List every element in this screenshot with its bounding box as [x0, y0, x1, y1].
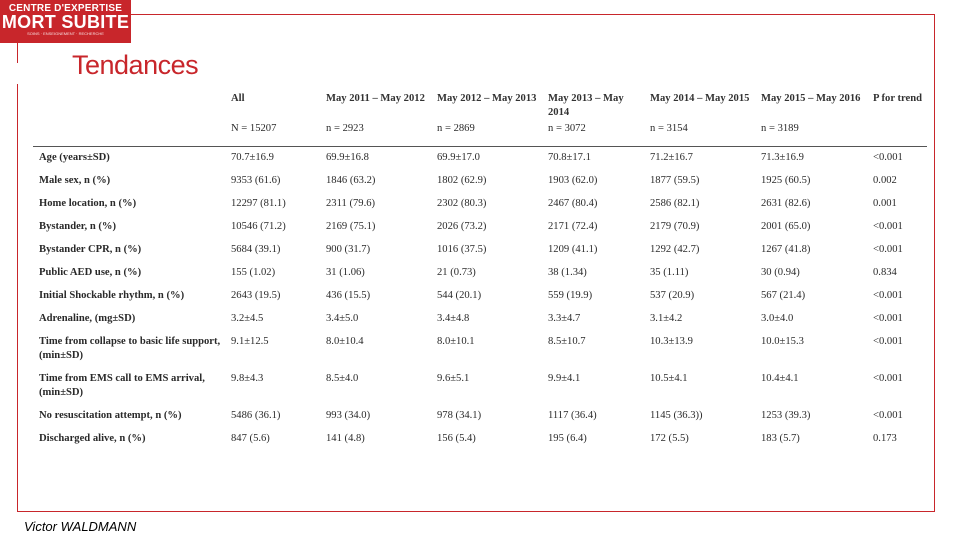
- table-cell: 12297 (81.1): [231, 198, 286, 209]
- table-cell: 31 (1.06): [326, 267, 365, 278]
- logo-line-1: CENTRE D'EXPERTISE: [8, 3, 123, 14]
- table-cell: 436 (15.5): [326, 290, 371, 301]
- table-cell: 1877 (59.5): [650, 175, 700, 186]
- table-cell: 0.834: [873, 267, 897, 278]
- table-cell: 156 (5.4): [437, 433, 476, 444]
- header-cell: May 2012 – May 2013: [437, 93, 537, 104]
- table-row: [33, 220, 927, 243]
- table-cell: 155 (1.02): [231, 267, 276, 278]
- n-cell: n = 2923: [320, 120, 431, 147]
- logo-line-2: MORT SUBITE: [1, 12, 130, 32]
- table-body: [33, 147, 927, 456]
- table-cell: 1802 (62.9): [437, 175, 487, 186]
- table-cell: <0.001: [873, 221, 903, 232]
- table-cell: 2026 (73.2): [437, 221, 487, 232]
- table-cell: 3.4±5.0: [326, 313, 359, 324]
- table-cell: 71.2±16.7: [650, 152, 693, 163]
- table-cell: 35 (1.11): [650, 267, 689, 278]
- n-cell: [867, 120, 927, 147]
- row-label: Initial Shockable rhythm, n (%): [39, 290, 185, 301]
- header-cell: May 2013 – May 2014: [548, 93, 624, 118]
- table-cell: <0.001: [873, 152, 903, 163]
- frame-left-segment: [17, 84, 18, 512]
- table-row: [33, 409, 927, 432]
- table-cell: 1267 (41.8): [761, 244, 811, 255]
- n-cell: n = 2869: [431, 120, 542, 147]
- table-cell: 8.0±10.4: [326, 336, 364, 347]
- table-cell: 0.002: [873, 175, 897, 186]
- table-cell: 5486 (36.1): [231, 410, 281, 421]
- row-label: Age (years±SD): [39, 152, 110, 163]
- table-cell: 2311 (79.6): [326, 198, 376, 209]
- table-cell: 993 (34.0): [326, 410, 371, 421]
- author-footer: Victor WALDMANN: [24, 519, 137, 534]
- row-label: Bystander CPR, n (%): [39, 244, 142, 255]
- row-label: Time from collapse to basic life support, (min±SD): [39, 336, 221, 361]
- table-cell: 1903 (62.0): [548, 175, 598, 186]
- table-cell: 10546 (71.2): [231, 221, 286, 232]
- row-label: Time from EMS call to EMS arrival, (min±SD): [39, 373, 205, 398]
- table-cell: 8.5±10.7: [548, 336, 586, 347]
- table-cell: 567 (21.4): [761, 290, 806, 301]
- table-cell: 3.4±4.8: [437, 313, 470, 324]
- table-row: [33, 266, 927, 289]
- table-cell: 2169 (75.1): [326, 221, 376, 232]
- table-cell: 900 (31.7): [326, 244, 371, 255]
- table-row: [33, 372, 927, 409]
- header-cell: All: [231, 93, 245, 104]
- table-row: [33, 432, 927, 455]
- slide-title: Tendances: [72, 50, 199, 80]
- table-cell: 0.001: [873, 198, 897, 209]
- table-cell: 2467 (80.4): [548, 198, 598, 209]
- table-cell: 9.9±4.1: [548, 373, 581, 384]
- table-cell: 9.6±5.1: [437, 373, 470, 384]
- table-cell: 70.7±16.9: [231, 152, 274, 163]
- row-label: Discharged alive, n (%): [39, 433, 146, 444]
- table-cell: 1253 (39.3): [761, 410, 811, 421]
- table-cell: 559 (19.9): [548, 290, 593, 301]
- n-cell: n = 3072: [542, 120, 644, 147]
- table-cell: 70.8±17.1: [548, 152, 591, 163]
- row-label: Bystander, n (%): [39, 221, 117, 232]
- trends-table: [33, 90, 927, 455]
- table-cell: 1016 (37.5): [437, 244, 487, 255]
- header-cell: May 2015 – May 2016: [761, 93, 861, 104]
- table-row: [33, 243, 927, 266]
- table-cell: 3.2±4.5: [231, 313, 264, 324]
- table-cell: <0.001: [873, 373, 903, 384]
- n-cell: n = 3189: [755, 120, 867, 147]
- table-cell: 69.9±16.8: [326, 152, 369, 163]
- table-row: [33, 197, 927, 220]
- table-cell: 1925 (60.5): [761, 175, 811, 186]
- row-label: No resuscitation attempt, n (%): [39, 410, 182, 421]
- sample-size-row: [33, 120, 927, 147]
- table-cell: 30 (0.94): [761, 267, 800, 278]
- table-cell: 3.1±4.2: [650, 313, 683, 324]
- table-cell: 1209 (41.1): [548, 244, 598, 255]
- table-cell: <0.001: [873, 290, 903, 301]
- table-cell: 1145 (36.3)): [650, 410, 703, 421]
- table-cell: 2001 (65.0): [761, 221, 811, 232]
- header-row: [33, 90, 927, 120]
- table-cell: 3.0±4.0: [761, 313, 794, 324]
- table-cell: <0.001: [873, 336, 903, 347]
- table-cell: 847 (5.6): [231, 433, 270, 444]
- table-cell: 2586 (82.1): [650, 198, 700, 209]
- n-cell: n = 3154: [644, 120, 755, 147]
- table-cell: 2643 (19.5): [231, 290, 281, 301]
- header-cell: P for trend: [873, 93, 923, 104]
- table-cell: 69.9±17.0: [437, 152, 480, 163]
- table-cell: 8.0±10.1: [437, 336, 475, 347]
- table-cell: 9.1±12.5: [231, 336, 269, 347]
- table-cell: 1117 (36.4): [548, 410, 597, 421]
- table-cell: 183 (5.7): [761, 433, 800, 444]
- table-cell: 10.0±15.3: [761, 336, 804, 347]
- table-cell: 9.8±4.3: [231, 373, 264, 384]
- table-cell: 195 (6.4): [548, 433, 587, 444]
- table-cell: 5684 (39.1): [231, 244, 281, 255]
- table-cell: <0.001: [873, 244, 903, 255]
- frame-left-segment: [17, 43, 18, 63]
- row-label: Public AED use, n (%): [39, 267, 142, 278]
- table-cell: 71.3±16.9: [761, 152, 804, 163]
- table-cell: 2171 (72.4): [548, 221, 598, 232]
- table-cell: 2302 (80.3): [437, 198, 487, 209]
- table-cell: 172 (5.5): [650, 433, 689, 444]
- table-cell: 141 (4.8): [326, 433, 365, 444]
- table-cell: <0.001: [873, 313, 903, 324]
- n-cell: N = 15207: [225, 120, 320, 147]
- table-cell: 38 (1.34): [548, 267, 587, 278]
- row-label: Home location, n (%): [39, 198, 137, 209]
- table-cell: 1292 (42.7): [650, 244, 700, 255]
- table-cell: 1846 (63.2): [326, 175, 376, 186]
- table-cell: 10.4±4.1: [761, 373, 799, 384]
- table-cell: 0.173: [873, 433, 897, 444]
- table-row: [33, 289, 927, 312]
- table-row: [33, 335, 927, 372]
- table-row: [33, 147, 927, 175]
- header-cell: [33, 90, 225, 120]
- table-cell: 3.3±4.7: [548, 313, 581, 324]
- table-cell: 2179 (70.9): [650, 221, 700, 232]
- table-cell: <0.001: [873, 410, 903, 421]
- row-label: Male sex, n (%): [39, 175, 111, 186]
- header-cell: May 2014 – May 2015: [650, 93, 750, 104]
- table-cell: 10.5±4.1: [650, 373, 688, 384]
- table-cell: 21 (0.73): [437, 267, 476, 278]
- row-label: Adrenaline, (mg±SD): [39, 313, 136, 324]
- table-cell: 544 (20.1): [437, 290, 482, 301]
- n-cell: [33, 120, 225, 147]
- table-cell: 10.3±13.9: [650, 336, 693, 347]
- table-row: [33, 312, 927, 335]
- logo-line-3: SOINS · ENSEIGNEMENT · RECHERCHE: [27, 31, 104, 36]
- table-cell: 2631 (82.6): [761, 198, 811, 209]
- table-cell: 537 (20.9): [650, 290, 695, 301]
- header-cell: May 2011 – May 2012: [326, 93, 425, 104]
- table-cell: 978 (34.1): [437, 410, 482, 421]
- table-cell: 8.5±4.0: [326, 373, 359, 384]
- table-cell: 9353 (61.6): [231, 175, 281, 186]
- table-row: [33, 174, 927, 197]
